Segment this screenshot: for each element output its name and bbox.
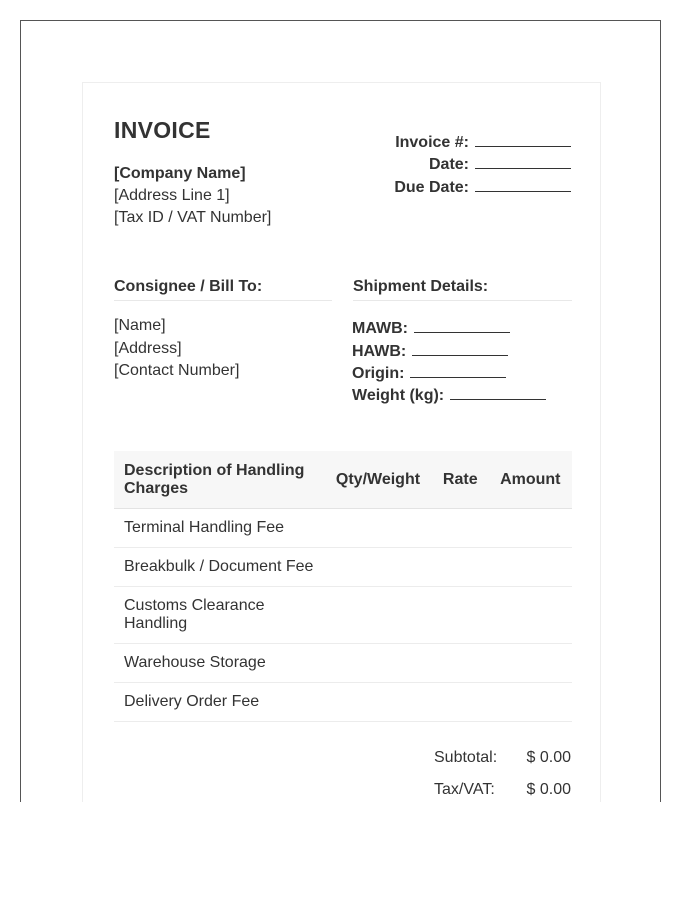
row-qty-cell[interactable] — [324, 548, 432, 587]
consignee-address: [Address] — [114, 340, 182, 357]
tax-value: $ 0.00 — [526, 781, 571, 798]
subtotal-label: Subtotal: — [434, 749, 498, 766]
header-description: Description of Handling Charges — [114, 451, 324, 509]
table-row — [114, 587, 572, 644]
invoice-number-field[interactable] — [475, 131, 571, 147]
row-rate-cell[interactable] — [432, 683, 489, 722]
shipment-heading: Shipment Details: — [353, 278, 572, 301]
invoice-number-label: Invoice #: — [395, 134, 469, 151]
weight-row — [352, 384, 546, 405]
header-rate: Rate — [432, 451, 489, 509]
origin-row — [352, 362, 506, 383]
mawb-label: MAWB: — [352, 320, 408, 337]
row-qty-cell[interactable] — [324, 683, 432, 722]
origin-field[interactable] — [410, 362, 506, 378]
due-date-field[interactable] — [475, 176, 571, 192]
row-description: Warehouse Storage — [114, 644, 324, 683]
hawb-field[interactable] — [412, 340, 508, 356]
table-row — [114, 644, 572, 683]
invoice-meta — [331, 131, 571, 201]
due-date-label: Due Date: — [394, 179, 469, 196]
row-qty-cell[interactable] — [324, 587, 432, 644]
weight-label: Weight (kg): — [352, 387, 445, 404]
company-tax-id: [Tax ID / VAT Number] — [114, 209, 272, 226]
due-date-row — [394, 176, 571, 197]
origin-label: Origin: — [352, 365, 405, 382]
row-amount-cell[interactable] — [489, 587, 572, 644]
consignee-name: [Name] — [114, 317, 166, 334]
row-amount-cell[interactable] — [489, 644, 572, 683]
row-rate-cell[interactable] — [432, 548, 489, 587]
charges-table — [114, 451, 572, 722]
table-row — [114, 548, 572, 587]
date-row — [429, 153, 571, 174]
tax-label: Tax/VAT: — [434, 781, 495, 798]
row-amount-cell[interactable] — [489, 683, 572, 722]
row-rate-cell[interactable] — [432, 644, 489, 683]
header-qty-weight: Qty/Weight — [324, 451, 432, 509]
row-qty-cell[interactable] — [324, 509, 432, 548]
table-header-row — [114, 451, 572, 509]
invoice-sheet — [82, 82, 601, 802]
document-frame — [20, 20, 661, 802]
company-name: [Company Name] — [114, 165, 246, 182]
table-row — [114, 509, 572, 548]
row-description: Customs Clearance Handling — [114, 587, 324, 644]
header-amount: Amount — [489, 451, 572, 509]
table-row — [114, 683, 572, 722]
company-address: [Address Line 1] — [114, 187, 230, 204]
row-rate-cell[interactable] — [432, 587, 489, 644]
invoice-title: INVOICE — [114, 117, 211, 143]
row-amount-cell[interactable] — [489, 509, 572, 548]
row-description: Breakbulk / Document Fee — [114, 548, 324, 587]
date-label: Date: — [428, 156, 469, 173]
row-description: Terminal Handling Fee — [114, 509, 324, 548]
consignee-heading: Consignee / Bill To: — [114, 278, 332, 301]
hawb-label: HAWB: — [352, 343, 407, 360]
consignee-contact: [Contact Number] — [114, 362, 240, 379]
row-rate-cell[interactable] — [432, 509, 489, 548]
row-description: Delivery Order Fee — [114, 683, 324, 722]
weight-field[interactable] — [450, 384, 546, 400]
row-amount-cell[interactable] — [489, 548, 572, 587]
mawb-field[interactable] — [414, 317, 510, 333]
mawb-row — [352, 317, 510, 338]
hawb-row — [352, 340, 508, 361]
subtotal-value: $ 0.00 — [526, 749, 571, 766]
row-qty-cell[interactable] — [324, 644, 432, 683]
date-field[interactable] — [475, 153, 571, 169]
invoice-number-row — [395, 131, 571, 152]
